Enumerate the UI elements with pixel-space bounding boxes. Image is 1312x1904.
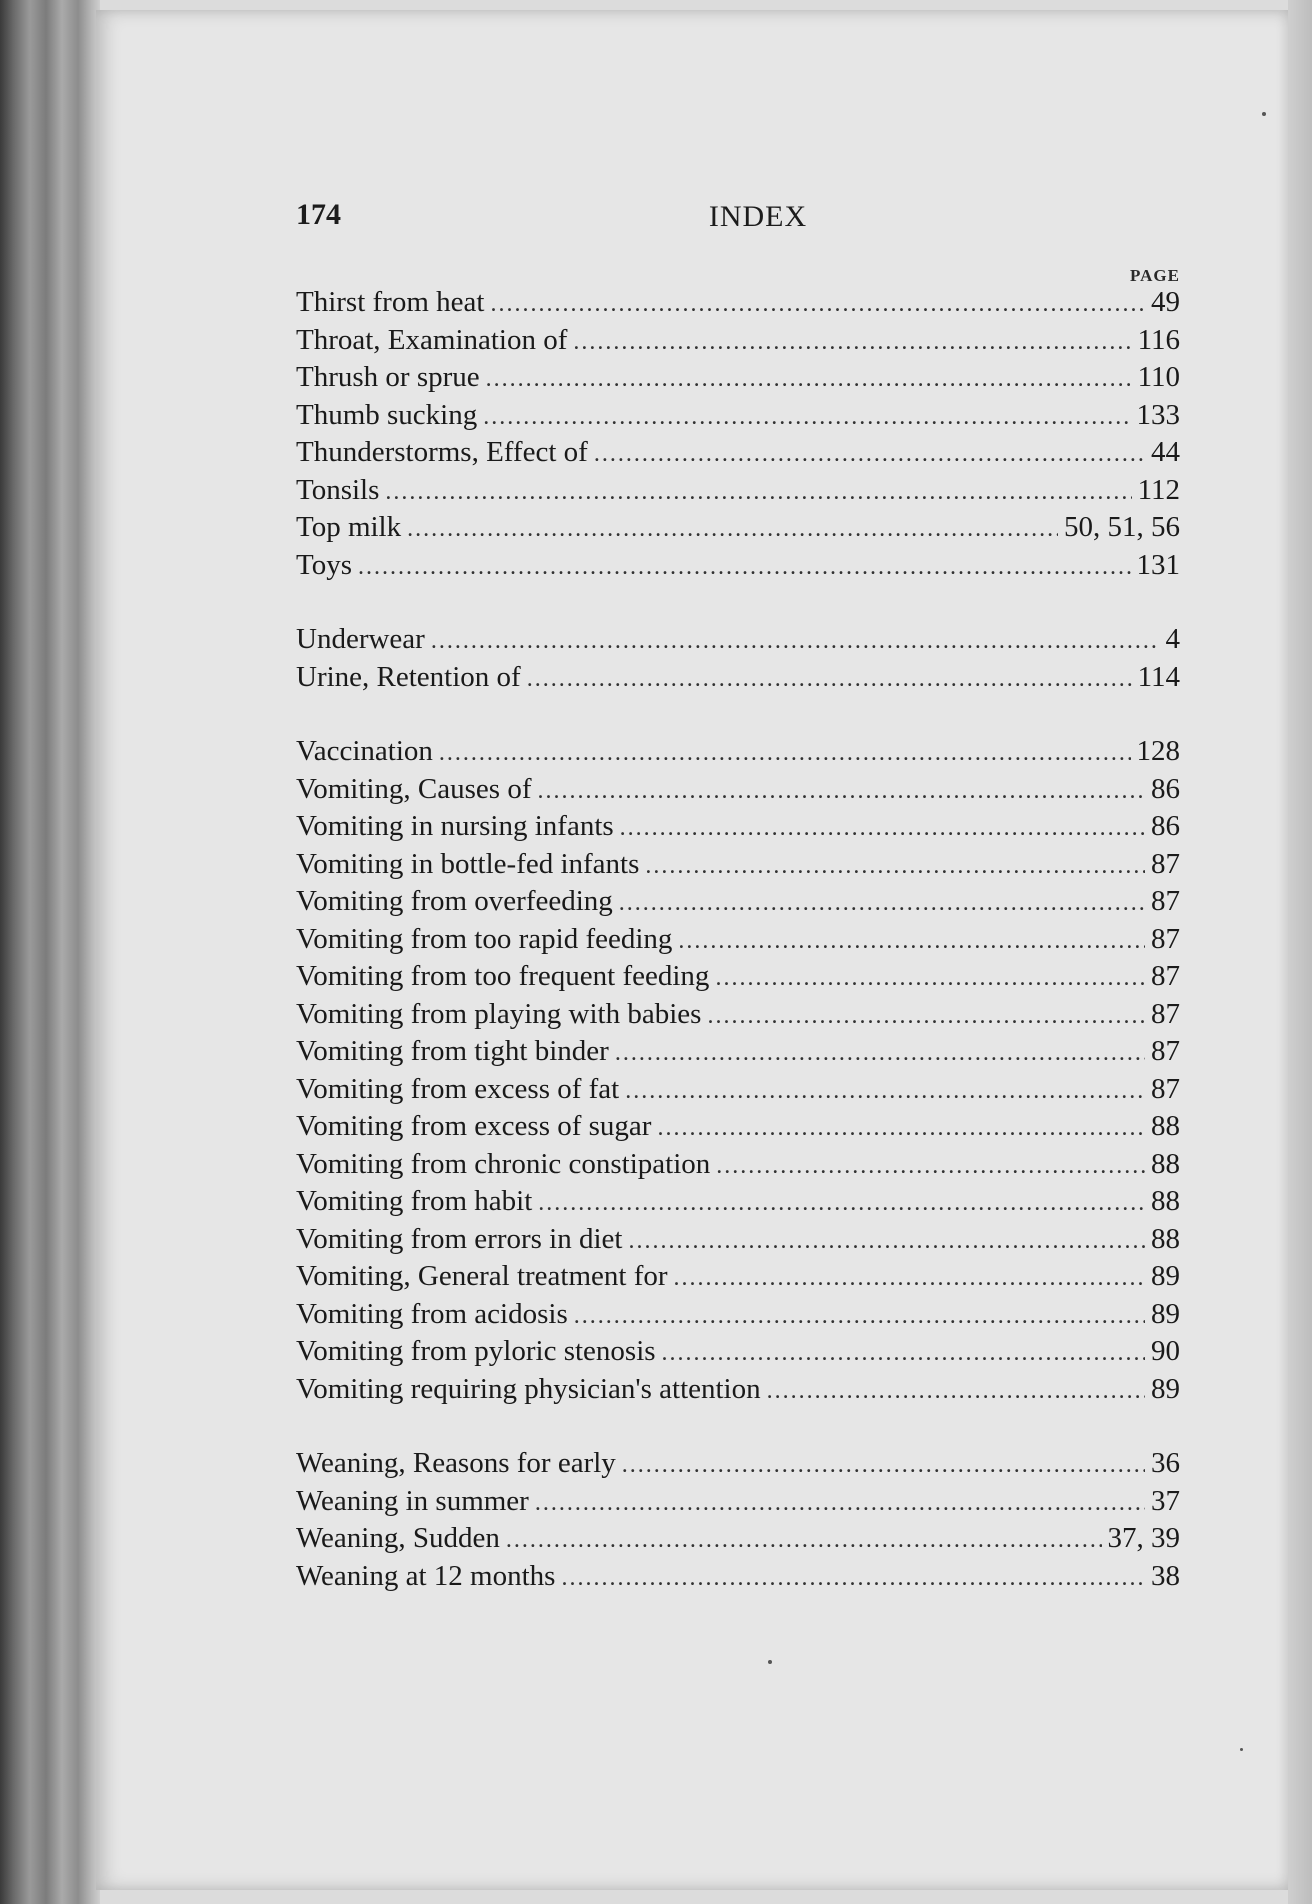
index-page-reference: 87 <box>1151 1035 1180 1067</box>
index-page-reference: 114 <box>1137 660 1180 693</box>
dot-leader <box>674 1260 1145 1296</box>
dot-leader <box>574 1298 1145 1334</box>
dot-leader <box>385 474 1131 510</box>
index-page-reference: 131 <box>1136 548 1180 581</box>
index-page-reference: 88 <box>1151 1147 1180 1180</box>
index-entry <box>296 1108 1180 1146</box>
dot-leader <box>615 1035 1145 1071</box>
index-page-reference: 88 <box>1151 1110 1180 1142</box>
index-term: Vomiting requiring physician's attention <box>296 1372 761 1405</box>
index-term: Vomiting from acidosis <box>296 1297 568 1330</box>
index-entry <box>296 397 1180 435</box>
index-entry <box>296 284 1180 322</box>
dot-leader <box>657 1110 1145 1146</box>
index-section <box>296 621 1180 696</box>
index-term: Tonsils <box>296 473 380 506</box>
dot-leader <box>707 998 1145 1034</box>
index-section <box>296 1445 1180 1595</box>
index-page-reference: 36 <box>1151 1447 1180 1479</box>
dot-leader <box>619 885 1145 921</box>
index-section <box>296 284 1180 584</box>
index-entry <box>296 1483 1180 1521</box>
index-term: Vomiting from pyloric stenosis <box>296 1335 656 1367</box>
index-entry <box>296 1333 1180 1371</box>
dot-leader <box>431 623 1160 659</box>
index-term: Vomiting from too rapid feeding <box>296 922 673 955</box>
index-entry <box>296 1445 1180 1483</box>
index-page-reference: 87 <box>1151 997 1180 1030</box>
scan-right-edge <box>1288 0 1312 1904</box>
index-term: Vaccination <box>296 735 433 767</box>
index-page-reference: 116 <box>1137 323 1180 356</box>
print-speck <box>1262 112 1266 116</box>
index-list <box>296 284 1180 1632</box>
index-term: Vomiting, Causes of <box>296 772 532 805</box>
page-header <box>296 198 1180 242</box>
index-page-reference: 112 <box>1137 473 1180 506</box>
index-term: Weaning, Reasons for early <box>296 1447 616 1479</box>
index-entry <box>296 846 1180 884</box>
dot-leader <box>645 848 1145 884</box>
index-entry <box>296 509 1180 547</box>
index-entry <box>296 1371 1180 1409</box>
index-page-reference: 87 <box>1151 885 1180 917</box>
print-speck <box>1240 1748 1243 1751</box>
dot-leader <box>678 923 1145 959</box>
index-entry <box>296 434 1180 472</box>
dot-leader <box>358 549 1131 585</box>
index-term: Vomiting from playing with babies <box>296 997 702 1030</box>
index-page-reference: 50, 51, 56 <box>1064 511 1180 543</box>
index-term: Thunderstorms, Effect of <box>296 436 588 468</box>
dot-leader <box>573 324 1131 360</box>
index-term: Top milk <box>296 511 402 543</box>
index-entry <box>296 472 1180 510</box>
dot-leader <box>622 1447 1145 1483</box>
print-speck <box>768 1660 772 1664</box>
index-page-reference: 110 <box>1137 361 1180 393</box>
dot-leader <box>407 511 1058 547</box>
index-term: Vomiting in nursing infants <box>296 810 614 842</box>
index-term: Vomiting from overfeeding <box>296 885 613 917</box>
index-term: Vomiting from tight binder <box>296 1035 609 1067</box>
dot-leader <box>662 1335 1145 1371</box>
index-page-reference: 89 <box>1151 1260 1180 1292</box>
index-entry <box>296 621 1180 659</box>
dot-leader <box>527 661 1132 697</box>
index-entry <box>296 921 1180 959</box>
dot-leader <box>715 960 1145 996</box>
index-page-reference: 88 <box>1151 1185 1180 1217</box>
index-term: Throat, Examination of <box>296 323 568 356</box>
index-term: Weaning at 12 months <box>296 1559 556 1592</box>
index-entry <box>296 1071 1180 1109</box>
index-term: Thrush or sprue <box>296 361 480 393</box>
index-term: Weaning in summer <box>296 1484 529 1517</box>
dot-leader <box>486 361 1132 397</box>
index-entry <box>296 322 1180 360</box>
index-entry <box>296 958 1180 996</box>
dot-leader <box>490 286 1145 322</box>
index-entry <box>296 883 1180 921</box>
index-page-reference: 89 <box>1151 1297 1180 1330</box>
index-entry <box>296 1221 1180 1259</box>
index-term: Vomiting from too frequent feeding <box>296 960 710 992</box>
index-term: Vomiting, General treatment for <box>296 1260 668 1292</box>
index-term: Vomiting in bottle-fed infants <box>296 847 640 880</box>
index-entry <box>296 808 1180 846</box>
index-term: Vomiting from chronic constipation <box>296 1147 711 1180</box>
index-entry <box>296 1258 1180 1296</box>
dot-leader <box>535 1485 1145 1521</box>
index-entry <box>296 1296 1180 1334</box>
page-number: 174 <box>296 198 341 231</box>
index-page-reference: 88 <box>1151 1222 1180 1255</box>
dot-leader <box>561 1560 1145 1596</box>
index-entry <box>296 659 1180 697</box>
index-term: Vomiting from habit <box>296 1185 533 1217</box>
index-entry <box>296 996 1180 1034</box>
index-term: Toys <box>296 548 352 581</box>
index-page-reference: 87 <box>1151 1072 1180 1105</box>
index-term: Vomiting from errors in diet <box>296 1222 623 1255</box>
index-page-reference: 37, 39 <box>1107 1522 1180 1554</box>
dot-leader <box>538 1185 1145 1221</box>
index-term: Thumb sucking <box>296 398 478 431</box>
index-term: Vomiting from excess of fat <box>296 1072 620 1105</box>
dot-leader <box>625 1073 1145 1109</box>
index-term: Urine, Retention of <box>296 660 521 693</box>
index-page-reference: 86 <box>1151 772 1180 805</box>
running-head: INDEX <box>708 200 808 233</box>
dot-leader <box>483 399 1130 435</box>
index-entry <box>296 733 1180 771</box>
index-entry <box>296 547 1180 585</box>
index-page-reference: 44 <box>1151 436 1180 468</box>
page-column-label: PAGE <box>1130 266 1180 285</box>
index-page-reference: 87 <box>1151 960 1180 992</box>
index-entry <box>296 1146 1180 1184</box>
book-spine-edge <box>0 0 100 1904</box>
index-page-reference: 49 <box>1151 286 1180 318</box>
index-entry <box>296 359 1180 397</box>
index-entry <box>296 1520 1180 1558</box>
index-term: Vomiting from excess of sugar <box>296 1110 652 1142</box>
index-page-reference: 38 <box>1151 1559 1180 1592</box>
dot-leader <box>716 1148 1145 1184</box>
index-page-reference: 87 <box>1151 922 1180 955</box>
index-section <box>296 733 1180 1408</box>
index-page-reference: 4 <box>1165 623 1180 655</box>
dot-leader <box>506 1522 1102 1558</box>
dot-leader <box>628 1223 1145 1259</box>
index-page-reference: 86 <box>1151 810 1180 842</box>
index-page-reference: 128 <box>1136 735 1180 767</box>
index-entry <box>296 1558 1180 1596</box>
dot-leader <box>620 810 1145 846</box>
index-term: Weaning, Sudden <box>296 1522 500 1554</box>
index-page-reference: 89 <box>1151 1372 1180 1405</box>
index-page-reference: 133 <box>1136 398 1180 431</box>
index-term: Underwear <box>296 623 425 655</box>
dot-leader <box>767 1373 1145 1409</box>
dot-leader <box>594 436 1145 472</box>
index-entry <box>296 1183 1180 1221</box>
index-term: Thirst from heat <box>296 286 485 318</box>
index-page-reference: 87 <box>1151 847 1180 880</box>
index-page-reference: 90 <box>1151 1335 1180 1367</box>
dot-leader <box>538 773 1146 809</box>
index-page-reference: 37 <box>1151 1484 1180 1517</box>
index-entry <box>296 1033 1180 1071</box>
dot-leader <box>439 735 1131 771</box>
index-entry <box>296 771 1180 809</box>
